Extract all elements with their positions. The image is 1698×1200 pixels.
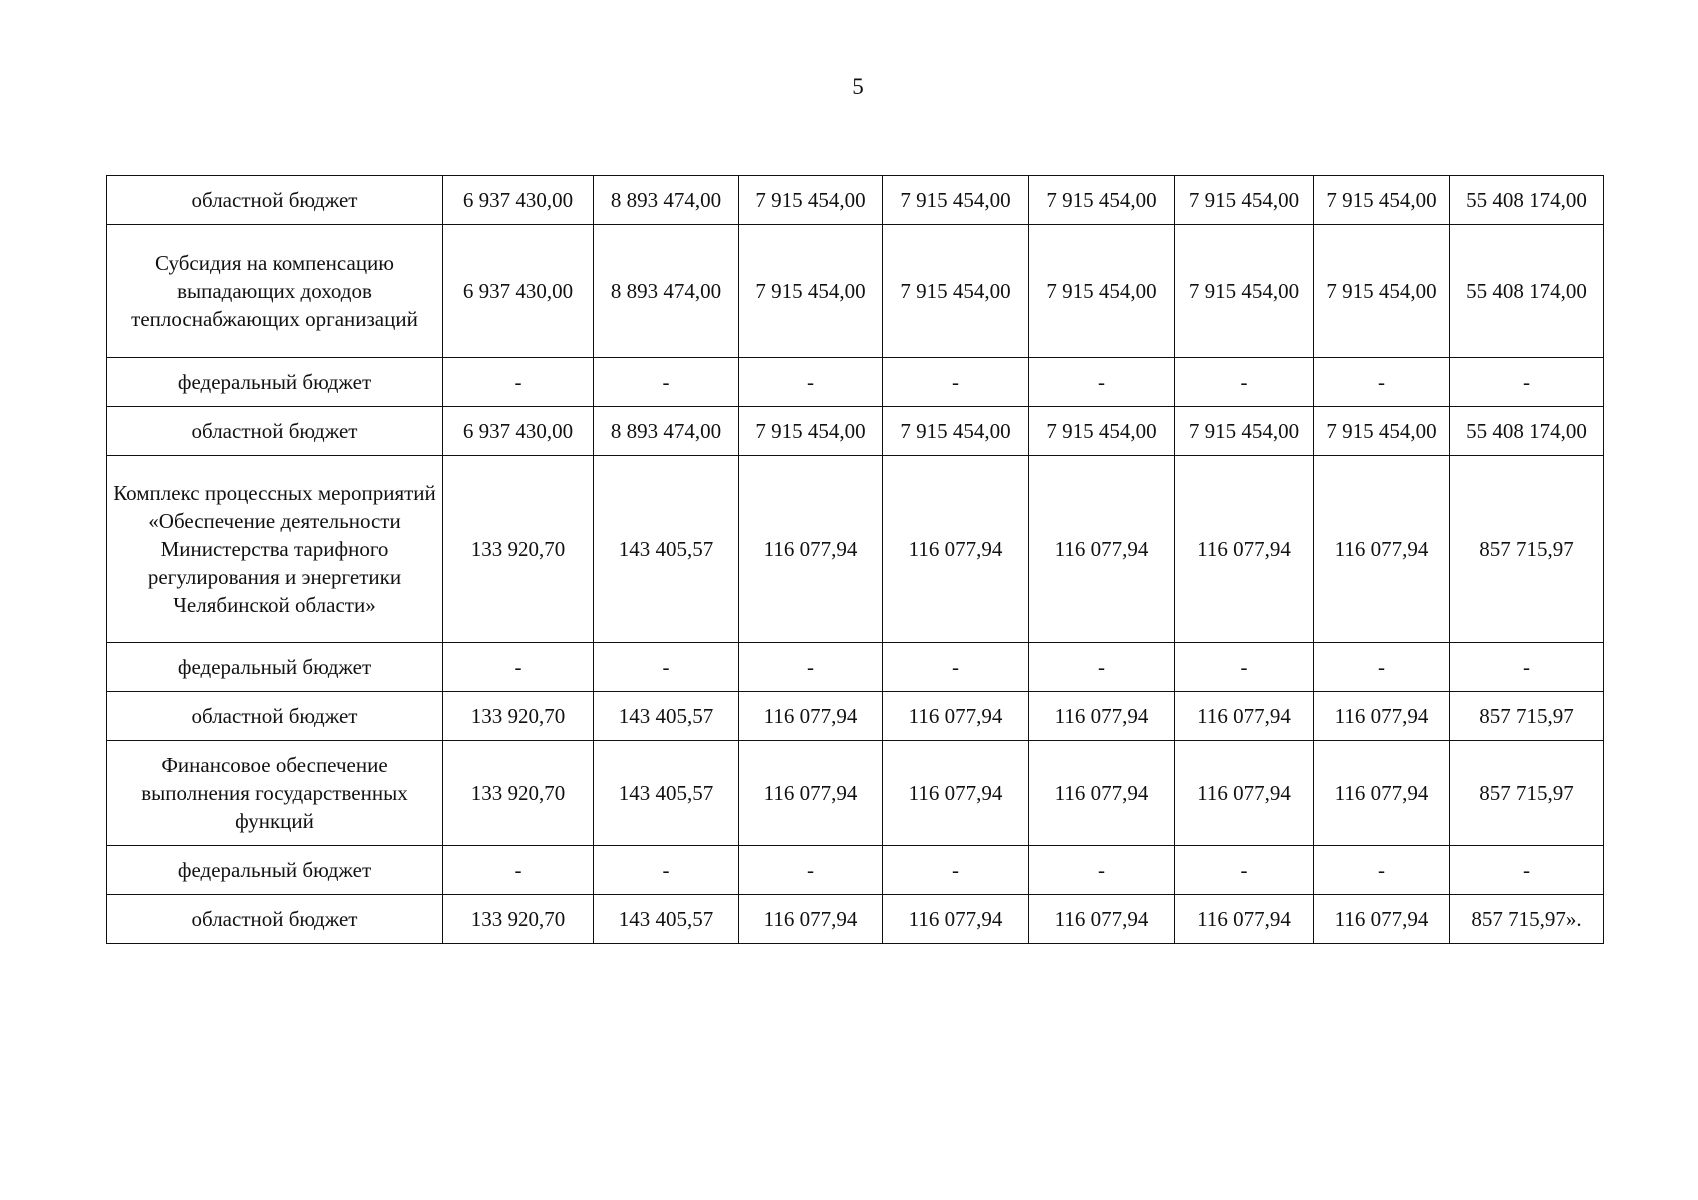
budget-table — [106, 175, 1604, 944]
table-cell: - — [443, 846, 594, 895]
table-cell: 7 915 454,00 — [739, 176, 883, 225]
table-cell: - — [1175, 846, 1314, 895]
table-cell: 116 077,94 — [739, 895, 883, 944]
table-cell: 7 915 454,00 — [1175, 225, 1314, 358]
table-cell: 116 077,94 — [1314, 692, 1450, 741]
table-cell: 116 077,94 — [1029, 456, 1175, 643]
table-cell: - — [1029, 643, 1175, 692]
row-label: федеральный бюджет — [107, 846, 443, 895]
table-cell: 133 920,70 — [443, 741, 594, 846]
table-cell: 116 077,94 — [1175, 692, 1314, 741]
table-cell: 7 915 454,00 — [739, 225, 883, 358]
table-cell: - — [1314, 643, 1450, 692]
table-cell: 7 915 454,00 — [883, 225, 1029, 358]
row-label: федеральный бюджет — [107, 358, 443, 407]
row-label: областной бюджет — [107, 692, 443, 741]
row-label: областной бюджет — [107, 407, 443, 456]
total-cell: 857 715,97 — [1450, 456, 1604, 643]
table-row — [107, 643, 1604, 692]
table-cell: 133 920,70 — [443, 692, 594, 741]
total-cell: 857 715,97 — [1450, 692, 1604, 741]
table-cell: - — [443, 358, 594, 407]
table-cell: - — [883, 358, 1029, 407]
table-cell: 143 405,57 — [594, 895, 739, 944]
total-cell: 55 408 174,00 — [1450, 407, 1604, 456]
table-cell: 143 405,57 — [594, 741, 739, 846]
table-cell: 7 915 454,00 — [739, 407, 883, 456]
total-cell: 857 715,97 — [1450, 741, 1604, 846]
row-label: федеральный бюджет — [107, 643, 443, 692]
table-cell: 116 077,94 — [883, 692, 1029, 741]
total-cell: 55 408 174,00 — [1450, 225, 1604, 358]
row-label: Субсидия на компенсацию выпадающих доходов теплоснабжающих организаций — [107, 225, 443, 358]
table-cell: - — [883, 846, 1029, 895]
table-cell: 7 915 454,00 — [1175, 176, 1314, 225]
table-cell: 7 915 454,00 — [1314, 225, 1450, 358]
table-cell: 116 077,94 — [739, 692, 883, 741]
table-cell: 7 915 454,00 — [1314, 176, 1450, 225]
table-cell: 116 077,94 — [1314, 741, 1450, 846]
page-number: 5 — [852, 74, 864, 99]
table-cell: 7 915 454,00 — [1175, 407, 1314, 456]
table-cell: 116 077,94 — [1175, 741, 1314, 846]
table-cell: 116 077,94 — [883, 456, 1029, 643]
table-row — [107, 456, 1604, 643]
table-cell: 8 893 474,00 — [594, 407, 739, 456]
table-cell: 116 077,94 — [1029, 692, 1175, 741]
total-cell: - — [1450, 643, 1604, 692]
table-cell: - — [594, 643, 739, 692]
table-cell: 116 077,94 — [883, 741, 1029, 846]
table-row — [107, 176, 1604, 225]
table-cell: - — [443, 643, 594, 692]
table-cell: 116 077,94 — [739, 456, 883, 643]
table-cell: - — [1175, 358, 1314, 407]
table-cell: 116 077,94 — [739, 741, 883, 846]
table-cell: 6 937 430,00 — [443, 225, 594, 358]
table-cell: 7 915 454,00 — [883, 407, 1029, 456]
table-cell: - — [739, 643, 883, 692]
table-cell: - — [739, 846, 883, 895]
table-cell: 8 893 474,00 — [594, 176, 739, 225]
table-cell: 8 893 474,00 — [594, 225, 739, 358]
table-cell: 6 937 430,00 — [443, 176, 594, 225]
table-cell: 7 915 454,00 — [1314, 407, 1450, 456]
table-row — [107, 407, 1604, 456]
table-row — [107, 895, 1604, 944]
table-cell: - — [1175, 643, 1314, 692]
table-cell: 133 920,70 — [443, 895, 594, 944]
row-label: Финансовое обеспечение выполнения государственных функций — [107, 741, 443, 846]
row-label: областной бюджет — [107, 895, 443, 944]
table-cell: - — [739, 358, 883, 407]
table-cell: 133 920,70 — [443, 456, 594, 643]
table-cell: 116 077,94 — [1175, 895, 1314, 944]
table-cell: 7 915 454,00 — [1029, 176, 1175, 225]
table-cell: - — [1029, 846, 1175, 895]
table-cell: - — [883, 643, 1029, 692]
table-cell: 116 077,94 — [1029, 895, 1175, 944]
total-cell: 55 408 174,00 — [1450, 176, 1604, 225]
total-cell: - — [1450, 358, 1604, 407]
total-cell: - — [1450, 846, 1604, 895]
table-row — [107, 846, 1604, 895]
table-row — [107, 741, 1604, 846]
table-cell: - — [594, 358, 739, 407]
table-row — [107, 225, 1604, 358]
table-cell: 7 915 454,00 — [883, 176, 1029, 225]
table-cell: 143 405,57 — [594, 692, 739, 741]
table-cell: 7 915 454,00 — [1029, 407, 1175, 456]
table-cell: 116 077,94 — [1314, 456, 1450, 643]
table-cell: 116 077,94 — [1314, 895, 1450, 944]
row-label: областной бюджет — [107, 176, 443, 225]
total-cell: 857 715,97». — [1450, 895, 1604, 944]
table-cell: - — [1314, 358, 1450, 407]
table-cell: 7 915 454,00 — [1029, 225, 1175, 358]
table-row — [107, 692, 1604, 741]
table-cell: 116 077,94 — [1175, 456, 1314, 643]
table-row — [107, 358, 1604, 407]
table-cell: 143 405,57 — [594, 456, 739, 643]
table-cell: 116 077,94 — [883, 895, 1029, 944]
table-cell: 6 937 430,00 — [443, 407, 594, 456]
table-cell: - — [594, 846, 739, 895]
table-cell: - — [1314, 846, 1450, 895]
table-cell: 116 077,94 — [1029, 741, 1175, 846]
table-cell: - — [1029, 358, 1175, 407]
row-label: Комплекс процессных мероприятий «Обеспечение деятельности Министерства тарифного регулирования и энергетики Челябинской области» — [107, 456, 443, 643]
